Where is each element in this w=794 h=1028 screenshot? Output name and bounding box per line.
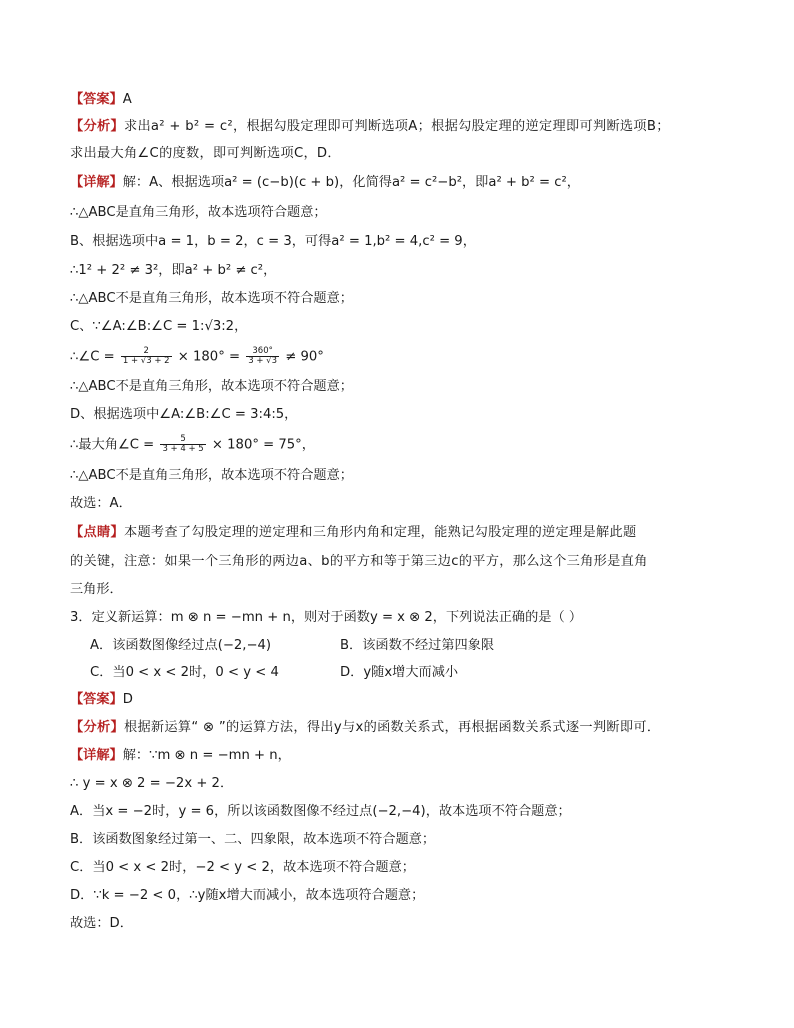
question-3-option-a: A．该函数图像经过点(−2,−4) [90, 638, 272, 653]
detail-line-3: B、根据选项中a = 1，b = 2，c = 3，可得a² = 1,b² = 4,c² = 9， [70, 234, 476, 249]
answer-value-2: D [122, 692, 133, 707]
detail-line-10 [70, 435, 315, 455]
answer-tag: 【答案】 [70, 92, 123, 107]
analysis-tag: 【分析】 [70, 119, 124, 134]
fraction-3-denominator: 3 + 4 + 5 [162, 444, 204, 454]
fraction-3-numerator: 5 [180, 434, 186, 444]
analysis-line-1 [70, 118, 670, 136]
comment-text-1: 本题考查了勾股定理的逆定理和三角形内角和定理，能熟记勾股定理的逆定理是解此题 [123, 525, 637, 540]
conclusion-1: 故选：A． [70, 496, 132, 511]
analysis-line-2: 求出最大角∠C的度数，即可判断选项C，D． [70, 146, 341, 161]
detail-tag-2: 【详解】 [70, 748, 123, 763]
fraction-2 [246, 347, 279, 366]
detail-line-4: ∴1² + 2² ≠ 3²，即a² + b² ≠ c²， [70, 263, 277, 278]
c2-mid: × 180° = [177, 349, 241, 365]
question-3-option-b: B．该函数不经过第四象限 [340, 638, 495, 653]
analysis-line-3 [70, 719, 660, 737]
detail-line-16: C．当0 < x < 2时，−2 < y < 2，故本选项不符合题意； [70, 860, 415, 875]
d2-prefix: ∴最大角∠C = [70, 437, 155, 453]
comment-tag: 【点睛】 [70, 525, 124, 540]
detail-line-5: ∴△ABC不是直角三角形，故本选项不符合题意； [70, 291, 353, 306]
conclusion-2: 故选：D． [70, 916, 133, 931]
fraction-2-numerator: 360° [252, 346, 273, 356]
analysis-text-3: 根据新运算“ ⊗ ”的运算方法，得出y与x的函数关系式，再根据函数关系式逐一判断即可． [123, 720, 661, 735]
detail-line-8: ∴△ABC不是直角三角形，故本选项不符合题意； [70, 379, 353, 394]
analysis-text-1: 求出a² + b² = c²，根据勾股定理即可判断选项A；根据勾股定理的逆定理即可判断选项B； [123, 119, 670, 134]
question-3-option-c: C．当0 < x < 2时，0 < y < 4 [90, 665, 279, 680]
question-3-stem: 3．定义新运算：m ⊗ n = −mn + n，则对于函数y = x ⊗ 2，下列说法正确的是（ ） [70, 610, 583, 625]
question-3-option-d: D．y随x增大而减小 [340, 665, 459, 680]
detail-line-17: D．∵k = −2 < 0，∴y随x增大而减小，故本选项符合题意； [70, 888, 425, 903]
detail-line-13: ∴ y = x ⊗ 2 = −2x + 2． [70, 776, 234, 791]
comment-line-2: 的关键，注意：如果一个三角形的两边a、b的平方和等于第三边c的平方，那么这个三角形是直角 [70, 554, 648, 569]
detail-tag: 【详解】 [70, 175, 123, 190]
detail-line-6: C、∵∠A:∠B:∠C = 1:√3:2， [70, 319, 248, 334]
detail-line-15: B．该函数图象经过第一、二、四象限，故本选项不符合题意； [70, 832, 436, 847]
fraction-1-numerator: 2 [143, 346, 149, 356]
fraction-3 [160, 435, 205, 454]
comment-line-1 [70, 524, 636, 542]
detail-text-1: 解：A、根据选项a² = (c−b)(c + b)，化简得a² = c²−b²，即a² + b² = c²， [122, 175, 580, 190]
detail-line-9: D、根据选项中∠A:∠B:∠C = 3:4:5， [70, 407, 298, 422]
fraction-1-denominator: 1 + √3 + 2 [122, 356, 170, 366]
c2-suffix: ≠ 90° [285, 349, 324, 365]
d2-suffix: × 180° = 75°， [211, 437, 315, 453]
answer-line-1 [70, 91, 132, 109]
detail-line-1 [70, 174, 580, 192]
detail-line-7 [70, 347, 324, 367]
answer-value: A [122, 92, 132, 107]
answer-line-2 [70, 691, 133, 709]
detail-text-12: 解：∵m ⊗ n = −mn + n， [122, 748, 291, 763]
answer-tag-2: 【答案】 [70, 692, 123, 707]
detail-line-14: A．当x = −2时，y = 6，所以该函数图像不经过点(−2,−4)，故本选项不符合题意； [70, 804, 571, 819]
fraction-1 [121, 347, 172, 366]
c2-prefix: ∴∠C = [70, 349, 115, 365]
detail-line-11: ∴△ABC不是直角三角形，故本选项不符合题意； [70, 468, 353, 483]
comment-line-3: 三角形． [70, 582, 123, 597]
analysis-tag-2: 【分析】 [70, 720, 124, 735]
detail-line-2: ∴△ABC是直角三角形，故本选项符合题意； [70, 205, 327, 220]
fraction-2-denominator: 3 + √3 [248, 356, 277, 366]
detail-line-12 [70, 747, 291, 765]
